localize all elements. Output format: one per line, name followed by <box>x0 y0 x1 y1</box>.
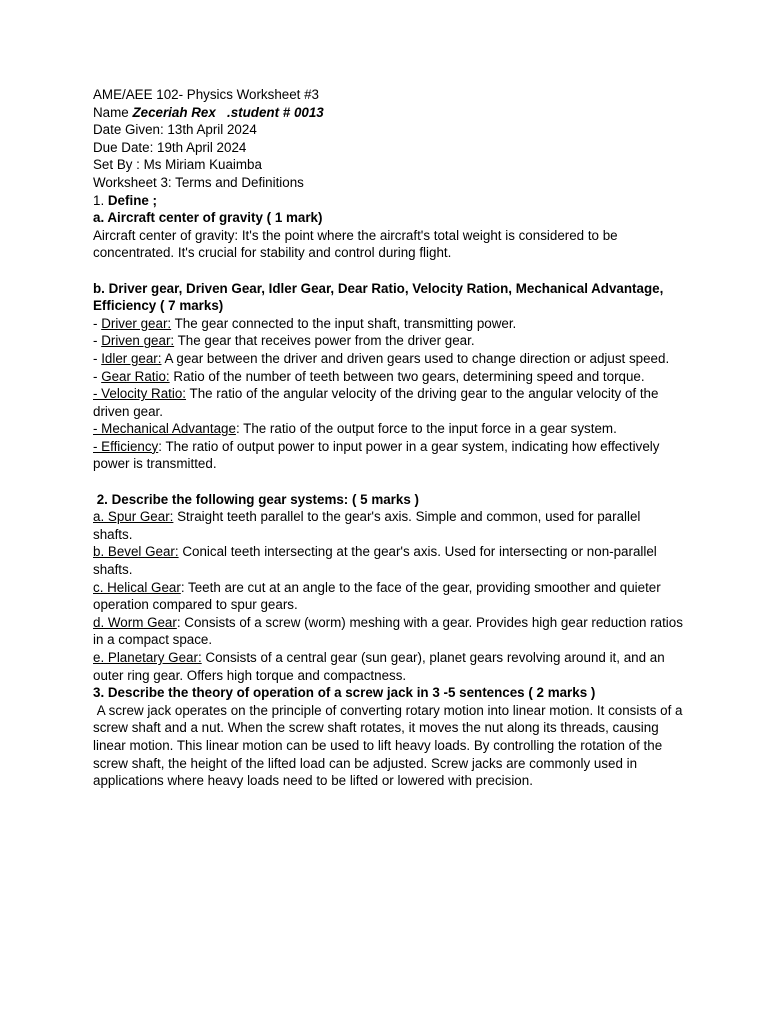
gear-item <box>93 614 687 649</box>
gear-label: b. Bevel Gear: <box>93 544 179 560</box>
term-label: Driven gear: <box>101 333 175 349</box>
gear-description: Straight teeth parallel to the gear's axis. Simple and common, used for parallel shafts. <box>93 509 645 542</box>
gear-item <box>93 543 683 578</box>
term-label: Idler gear: <box>101 350 162 366</box>
q1a-answer: Aircraft center of gravity: It's the point where the aircraft's total weight is considered to be concentrated. It's crucial for stability and control during flight. <box>93 227 622 261</box>
student-name-line <box>93 104 683 122</box>
gear-item <box>93 508 683 543</box>
spacer <box>93 473 683 491</box>
term-definition: The gear connected to the input shaft, transmitting power. <box>171 315 517 331</box>
gear-description: : Teeth are cut at an angle to the face of the gear, providing smoother and quieter operation compared to spur gears. <box>93 579 665 613</box>
term-item <box>93 385 683 420</box>
gear-label: d. Worm Gear <box>93 614 177 630</box>
q1-heading-line <box>93 192 683 210</box>
spacer <box>93 262 683 280</box>
date-given: Date Given: 13th April 2024 <box>93 122 257 138</box>
gear-description: Conical teeth intersecting at the gear's axis. Used for intersecting or non-parallel shafts. <box>93 544 661 578</box>
term-item <box>93 420 683 438</box>
term-definition: : The ratio of the output force to the input force in a gear system. <box>235 421 617 437</box>
student-name: Zeceriah Rex .student # 0013 <box>132 104 324 120</box>
worksheet-body <box>93 86 687 790</box>
set-by: Set By : Ms Miriam Kuaimba <box>93 157 262 173</box>
term-label: - Velocity Ratio: <box>93 386 187 402</box>
term-item: - Gear Ratio: Ratio of the number of teeth between two gears, determining speed and torque. <box>93 368 645 384</box>
term-item <box>93 438 683 473</box>
q1a-heading: a. Aircraft center of gravity ( 1 mark) <box>93 210 323 226</box>
gear-label: e. Planetary Gear: <box>93 650 202 665</box>
course-title: AME/AEE 102- Physics Worksheet #3 <box>93 87 319 102</box>
term-definition: : The ratio of output power to input power in a gear system, indicating how effectively power is transmitted. <box>93 438 664 472</box>
q3-answer: A screw jack operates on the principle of converting rotary motion into linear motion. It consists of a screw shaft and a nut. When the screw shaft rotates, it moves the nut along its threads, causing linear motion. This linear motion can be used to lift heavy loads. By controlling the rotation of the screw shaft, the height of the lifted load can be adjusted. Screw jacks are commonly used in applications where heavy loads need to be lifted or lowered with precision. <box>93 702 687 789</box>
due-date: Due Date: 19th April 2024 <box>93 139 247 155</box>
name-label: Name <box>93 104 133 120</box>
q1-heading: Define ; <box>107 192 157 208</box>
gear-label: c. Helical Gear <box>93 579 181 595</box>
gear-label: a. Spur Gear: <box>93 509 174 525</box>
q2-heading: 2. Describe the following gear systems: ( 5 marks ) <box>93 491 419 507</box>
q1b-heading: b. Driver gear, Driven Gear, Idler Gear, Dear Ratio, Velocity Ration, Mechanical Advantage, <box>93 280 664 296</box>
term-label: - Efficiency <box>93 438 159 454</box>
term-item: - Driver gear: The gear connected to the input shaft, transmitting power. <box>93 315 517 331</box>
gear-description: : Consists of a screw (worm) meshing with a gear. Provides high gear reduction ratios in a compact space. <box>93 614 687 648</box>
q3-heading: 3. Describe the theory of operation of a screw jack in 3 -5 sentences ( 2 marks ) <box>93 685 596 701</box>
term-definition: A gear between the driver and driven gears used to change direction or adjust speed. <box>161 350 670 366</box>
term-label: Gear Ratio: <box>101 368 170 384</box>
gear-description: Consists of a central gear (sun gear), planet gears revolving around it, and an outer ring gear. Offers high torque and compactness. <box>93 650 669 683</box>
term-definition: Ratio of the number of teeth between two gears, determining speed and torque. <box>169 368 645 384</box>
term-definition: The ratio of the angular velocity of the driving gear to the angular velocity of the driven gear. <box>93 386 663 419</box>
term-definition: The gear that receives power from the driver gear. <box>174 333 475 349</box>
term-item: - Driven gear: The gear that receives power from the driver gear. <box>93 333 475 349</box>
term-label: - Mechanical Advantage <box>93 421 236 437</box>
term-label: Driver gear: <box>101 315 172 331</box>
term-item: - Idler gear: A gear between the driver and driven gears used to change direction or adjust speed. <box>93 350 670 366</box>
q1b-heading-cont: Efficiency ( 7 marks) <box>93 298 224 314</box>
gear-item <box>93 649 683 684</box>
gear-item <box>93 579 683 614</box>
q1-number: 1. <box>93 192 108 208</box>
worksheet-title: Worksheet 3: Terms and Definitions <box>93 174 304 190</box>
